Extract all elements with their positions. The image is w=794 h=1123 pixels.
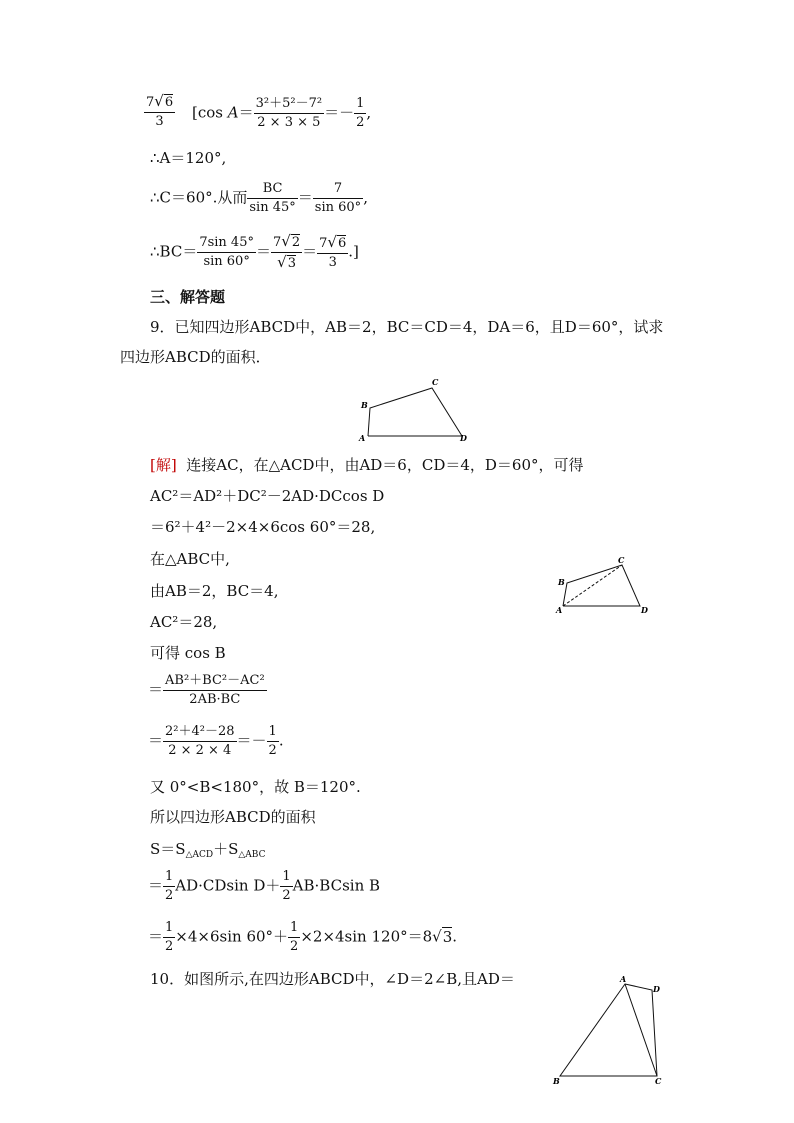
solution-line10: 又 0°<B<180°，故 B＝120°. <box>150 778 361 796</box>
q10-line1: 10．如图所示,在四边形ABCD中，∠D＝2∠B,且AD＝ <box>150 970 515 988</box>
quadrilateral-figure-1 <box>350 374 480 446</box>
solution-line3: ＝6²＋4²－2×4×6cos 60°＝28, <box>150 518 376 536</box>
fig2-label-d: D <box>641 605 648 615</box>
solution-line2: AC²＝AD²＋DC²－2AD·DCcos D <box>150 487 385 505</box>
fig1-label-d: D <box>460 433 467 443</box>
solution-area-formula: ＝ $\frac{1}{2}$ AD·CDsin D＋ $\frac{1}{2}$ AB·BCsin B <box>148 869 381 903</box>
q9-line1: 9．已知四边形ABCD中，AB＝2，BC＝CD＝4，DA＝6，且D＝60°，试求 <box>150 318 664 336</box>
solution-tag: [解] <box>150 456 177 474</box>
cos-a-formula: [cos A＝ $\frac{\text{3²＋5²－7²}}{2 \times 3 \times 5}$ ＝－ $\frac{1}{2}$ , <box>192 96 372 130</box>
solution-line4: 在△ABC中, <box>150 550 230 568</box>
fig3-label-c: C <box>655 1076 662 1086</box>
fig2-label-a: A <box>556 605 563 615</box>
line-bc: ∴BC＝ $\frac{7\sin 45^\circ}{\sin 60^\circ}$ ＝ $\frac{7√2}{√3}$ ＝ $\frac{7√6}{3}$ .] <box>150 232 359 271</box>
fig1-label-b: B <box>361 400 368 410</box>
quadrilateral-figure-2 <box>550 554 660 618</box>
solution-line5: 由AB＝2，BC＝4, <box>150 582 279 600</box>
fig3-label-b: B <box>553 1076 560 1086</box>
fig2-label-b: B <box>558 577 565 587</box>
quadrilateral-figure-3 <box>545 970 675 1088</box>
fig2-label-c: C <box>618 555 625 565</box>
section-title: 三、解答题 <box>150 288 226 306</box>
solution-line1: [解] 连接AC，在△ACD中，由AD＝6，CD＝4，D＝60°，可得 <box>150 456 584 474</box>
solution-line11: 所以四边形ABCD的面积 <box>150 808 316 826</box>
fig3-label-a: A <box>620 974 627 984</box>
line-a-120: ∴A＝120°, <box>150 149 227 167</box>
solution-line7: 可得 cos B <box>150 644 226 662</box>
line-c-60: ∴C＝60°.从而 $\frac{BC}{\sin 45^\circ}$ ＝ $\frac{7}{\sin 60^\circ}$ , <box>150 181 368 215</box>
solution-cosb-value: ＝ $\frac{\text{2²＋4²－28}}{2 \times 2 \times 4}$ ＝－ $\frac{1}{2}$ . <box>148 724 284 758</box>
q9-line2: 四边形ABCD的面积． <box>120 348 271 366</box>
fig1-label-a: A <box>359 433 366 443</box>
solution-line6: AC²＝28, <box>150 613 218 631</box>
fig3-label-d: D <box>653 984 660 994</box>
solution-area-value: ＝ $\frac{1}{2}$ ×4×6sin 60°＋ $\frac{1}{2}$ ×2×4sin 120°＝8√3. <box>148 920 458 954</box>
answer-fraction: $\frac{7√6}{3}$ <box>146 92 174 129</box>
fig1-label-c: C <box>432 377 439 387</box>
solution-area-sum: $S=S_{\triangle ACD}+S_{\triangle ABC}$ <box>150 840 266 860</box>
solution-cosb-fraction: ＝ $\frac{\text{AB²＋BC²－AC²}}{2AB\cdot BC}$ <box>148 673 265 707</box>
